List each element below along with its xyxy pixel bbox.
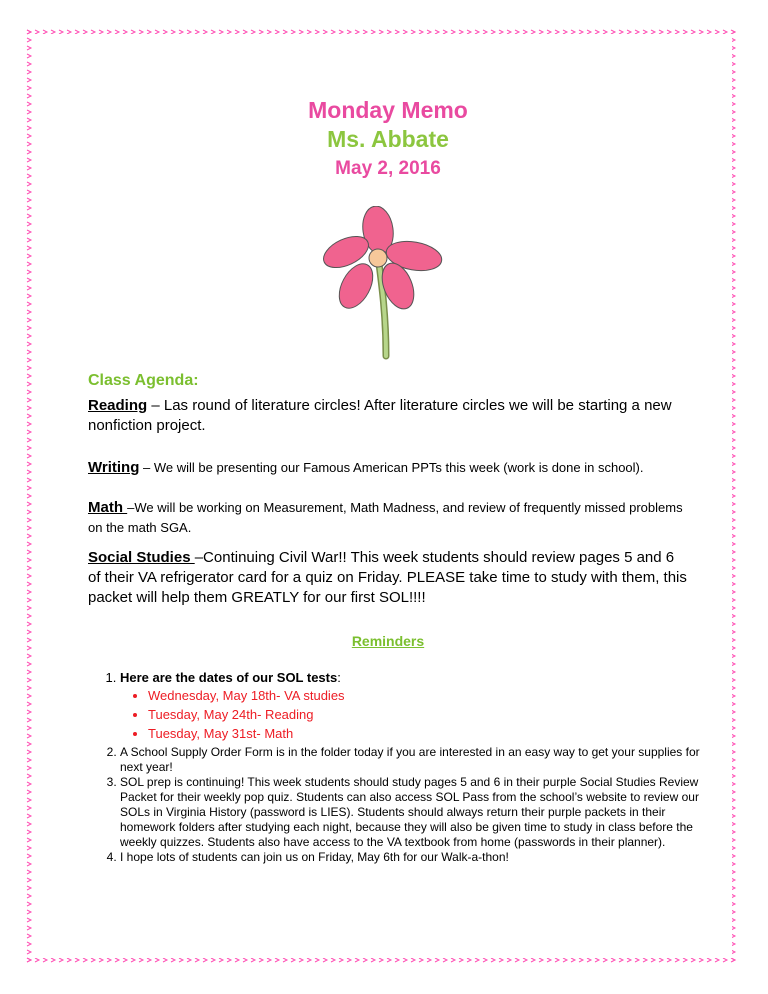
sol-intro: Here are the dates of our SOL tests bbox=[120, 670, 338, 685]
reading-item bbox=[88, 396, 688, 436]
list-item: 4. I hope lots of students can join us on Friday, May 6th for our Walk-a-thon! bbox=[120, 850, 720, 865]
reminders-list bbox=[88, 670, 720, 865]
social-studies-text: –Continuing Civil War!! This week students should review pages 5 and 6 of their VA refrigerator card for a quiz on Friday. PLEASE take time to study with them, this packet will help them GREATLY for our first SOL!!!! bbox=[88, 549, 687, 606]
reading-text: – Las round of literature circles! After literature circles we will be starting a new nonfiction project. bbox=[88, 397, 672, 434]
sol-date: • Wednesday, May 18th- VA studies bbox=[148, 686, 720, 705]
sol-date: • Tuesday, May 31st- Math bbox=[148, 724, 720, 743]
writing-label: Writing bbox=[88, 459, 140, 476]
list-item bbox=[120, 670, 720, 743]
sol-dates-list bbox=[120, 686, 720, 743]
list-item: 2. A School Supply Order Form is in the folder today if you are interested in an easy way to get your supplies for next year! bbox=[120, 745, 720, 775]
math-label: Math bbox=[88, 499, 128, 516]
sol-date: • Tuesday, May 24th- Reading bbox=[148, 705, 720, 724]
teacher-name: Ms. Abbate bbox=[327, 126, 449, 152]
writing-text: – We will be presenting our Famous American PPTs this week (work is done in school). bbox=[139, 460, 644, 475]
reminders-heading: Reminders bbox=[351, 633, 425, 649]
social-studies-label: Social Studies bbox=[88, 549, 195, 566]
agenda-heading: Class Agenda: bbox=[88, 372, 199, 389]
reading-label: Reading bbox=[88, 397, 148, 414]
memo-content bbox=[88, 96, 700, 864]
social-studies-item bbox=[88, 548, 688, 608]
sol-colon: : bbox=[337, 670, 341, 685]
memo-title: Monday Memo bbox=[308, 97, 468, 123]
writing-item bbox=[88, 458, 688, 478]
math-item bbox=[88, 498, 688, 538]
flower-icon bbox=[322, 206, 462, 364]
math-text: –We will be working on Measurement, Math Madness, and review of frequently missed problems on the math SGA. bbox=[88, 500, 683, 535]
memo-date: May 2, 2016 bbox=[335, 158, 441, 179]
list-item: 3. SOL prep is continuing! This week students should study pages 5 and 6 in their purple Social Studies Review Packet for their weekly pop quiz. Students can also access SOL Pass from the school’s website to review our SOLs in Virginia History (password is LIES). Students should always return their purple packets in their homework folders after studying each night, because they will also be given time to study in class before the weekly quizzes. Students also have access to the VA textbook from home (passwords in their planner). bbox=[120, 775, 720, 850]
